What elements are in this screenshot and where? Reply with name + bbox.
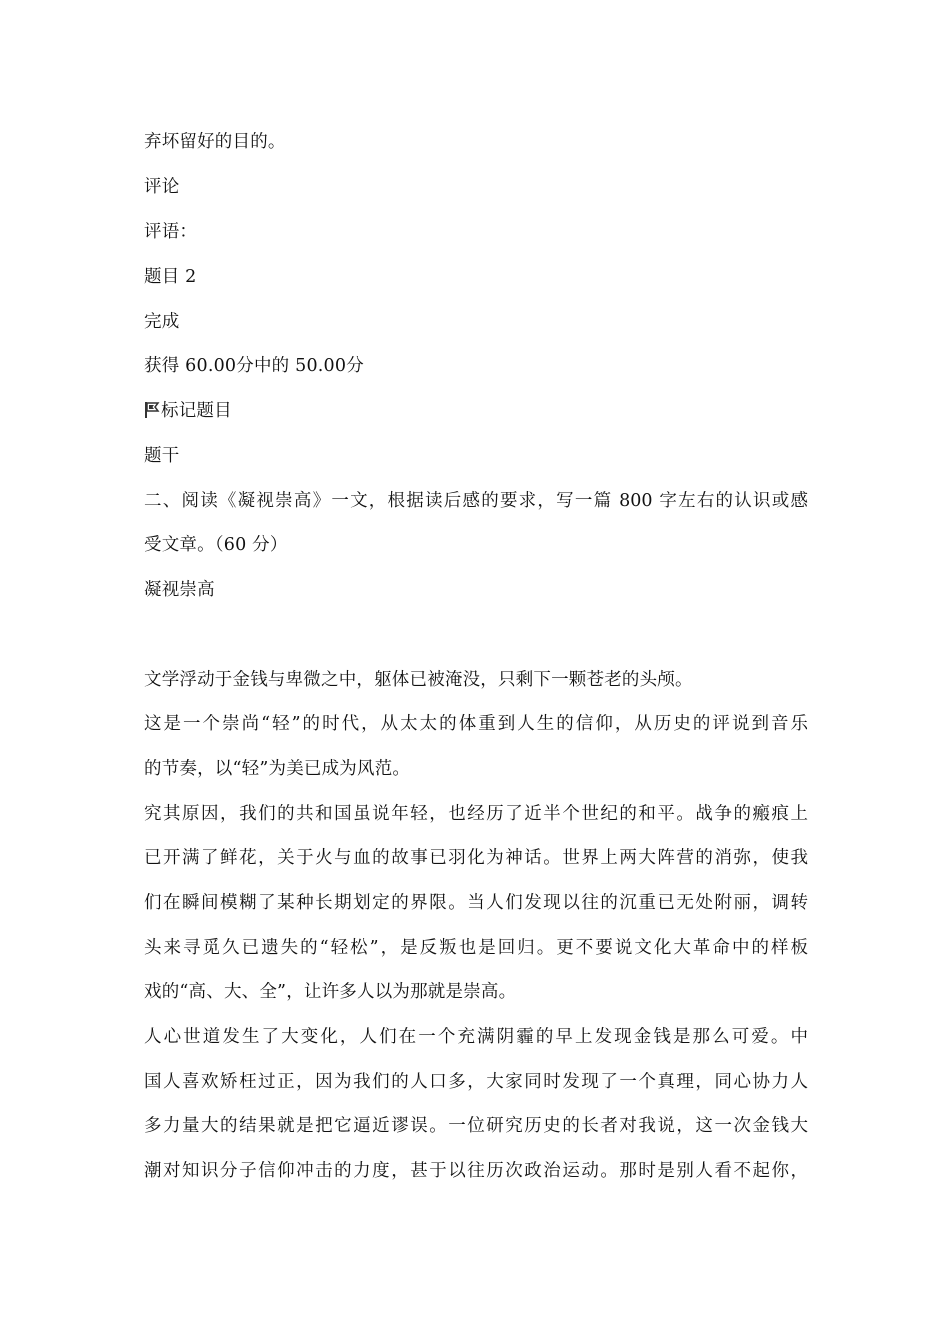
text-line: 弃坏留好的目的。 — [144, 132, 286, 152]
paragraph-line: 们在瞬间模糊了某种长期划定的界限。当人们发现以往的沉重已无处附丽，调转 — [144, 893, 808, 913]
paragraph-line: 头来寻觅久已遗失的“轻松”，是反叛也是回归。更不要说文化大革命中的样板 — [144, 938, 808, 958]
paragraph-line: 人心世道发生了大变化，人们在一个充满阴霾的早上发现金钱是那么可爱。中 — [144, 1027, 808, 1047]
status-text: 完成 — [144, 312, 180, 332]
paragraph-line: 多力量大的结果就是把它逼近谬误。一位研究历史的长者对我说，这一次金钱大 — [144, 1116, 808, 1136]
paragraph-line: 文学浮动于金钱与卑微之中，躯体已被淹没，只剩下一颗苍老的头颅。 — [144, 670, 693, 690]
stem-heading: 题干 — [144, 446, 180, 466]
flag-icon — [144, 401, 160, 419]
score-text: 获得 60.00分中的 50.00分 — [144, 356, 364, 376]
flag-question-link[interactable] — [144, 400, 814, 422]
paragraph-line: 这是一个崇尚“轻”的时代，从太太的体重到人生的信仰，从历史的评说到音乐 — [144, 714, 808, 734]
paragraph-line: 潮对知识分子信仰冲击的力度，甚于以往历次政治运动。那时是别人看不起你， — [144, 1161, 808, 1181]
flag-question-label[interactable]: 标记题目 — [161, 401, 232, 421]
paragraph-line: 戏的“高、大、全”，让许多人以为那就是崇高。 — [144, 982, 517, 1002]
paragraph-line: 已开满了鲜花，关于火与血的故事已羽化为神话。世界上两大阵营的消弥，使我 — [144, 848, 808, 868]
question-number: 题目 2 — [144, 267, 197, 287]
comment-heading: 评论 — [144, 177, 180, 197]
paragraph-line: 的节奏，以“轻”为美已成为风范。 — [144, 759, 411, 779]
paragraph-line: 究其原因，我们的共和国虽说年轻，也经历了近半个世纪的和平。战争的瘢痕上 — [144, 804, 808, 824]
article-title: 凝视崇高 — [144, 580, 215, 600]
paragraph-line: 国人喜欢矫枉过正，因为我们的人口多，大家同时发现了一个真理，同心协力人 — [144, 1072, 808, 1092]
question-text-line: 二、阅读《凝视崇高》一文，根据读后感的要求，写一篇 800 字左右的认识或感 — [144, 491, 808, 511]
question-text-line: 受文章。（60 分） — [144, 535, 288, 555]
remark-label: 评语： — [144, 222, 198, 242]
